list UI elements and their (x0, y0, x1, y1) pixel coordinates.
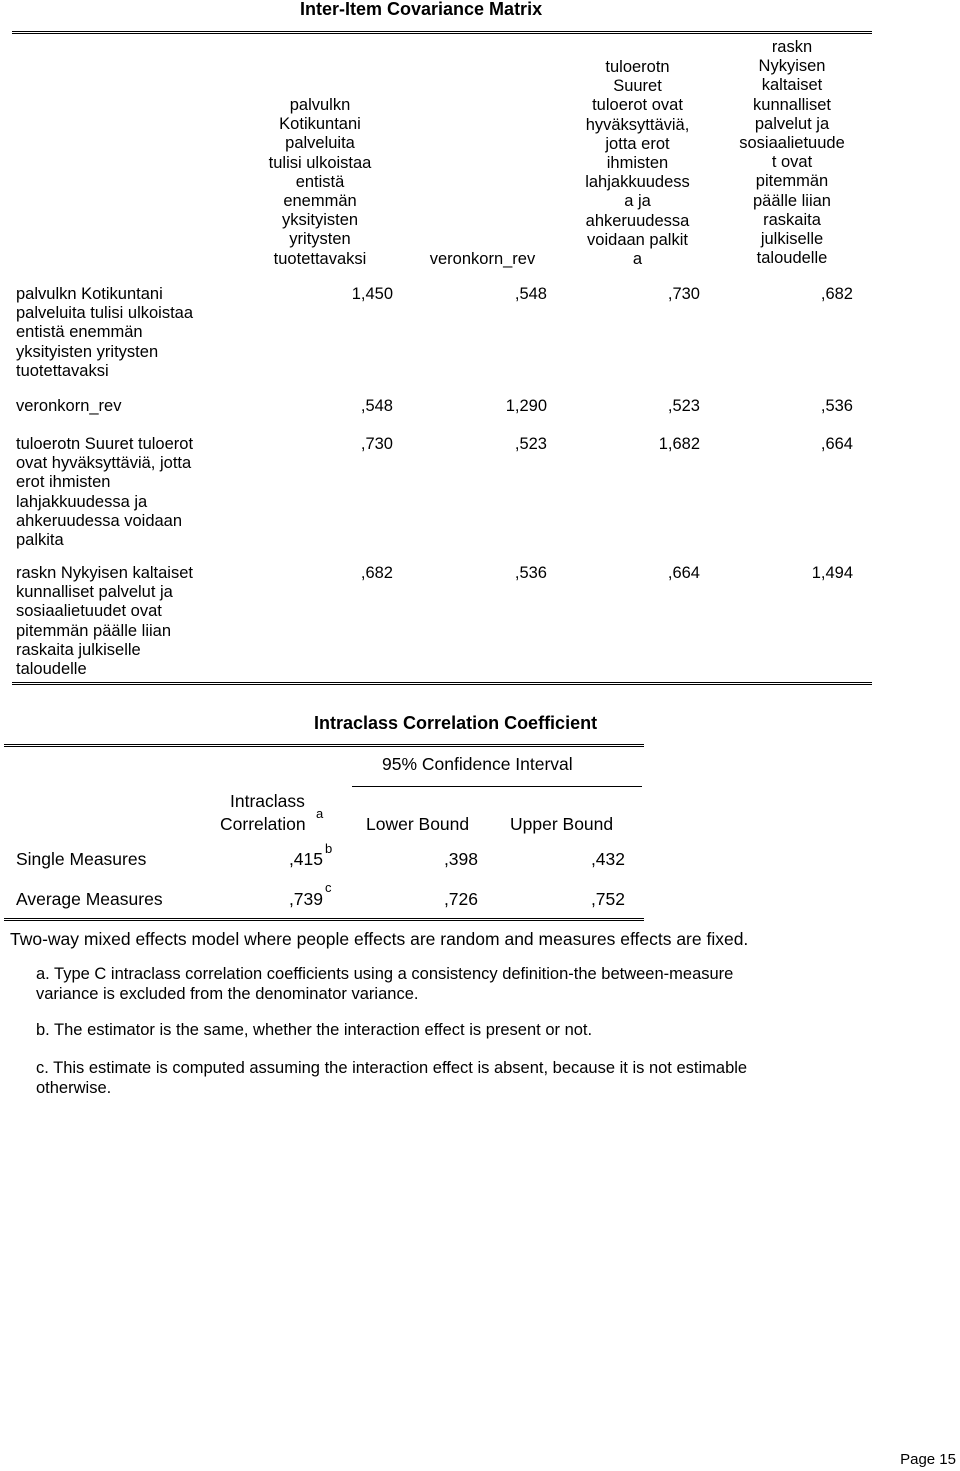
icc-cell: ,752 (590, 889, 625, 909)
footnote-a: a. Type C intraclass correlation coefficients using a consistency definition-the between-measure variance is excluded from the denominator variance. (36, 965, 734, 1003)
icc-ci-underline (352, 786, 642, 787)
icc-cell: ,726 (443, 889, 478, 909)
cov-cell: ,536 (820, 397, 853, 415)
icc-ci-header: 95% Confidence Interval (382, 754, 573, 774)
icc-footnote-mark: c (325, 880, 332, 895)
icc-col-header-footnote-mark: a (316, 806, 324, 821)
icc-col-header-line2: Correlation (220, 814, 306, 834)
icc-row-label-single: Single Measures (16, 849, 147, 869)
covariance-table-top-rule (12, 31, 872, 34)
cov-cell: 1,450 (351, 285, 393, 303)
cov-column-header-tuloerotn: tuloerotn Suuret tuloerot ovat hyväksyttäviä, jotta erot ihmisten lahjakkuudess a ja ahkeruudessa voidaan palkit a (585, 58, 690, 269)
icc-cell: ,415 (288, 849, 323, 869)
cov-row-label-raskn: raskn Nykyisen kaltaiset kunnalliset palvelut ja sosiaalietuudet ovat pitemmän päälle liian raskaita julkiselle taloudelle (16, 564, 193, 679)
icc-col-header-lower: Lower Bound (366, 814, 470, 834)
cov-column-header-raskn: raskn Nykyisen kaltaiset kunnalliset palvelut ja sosiaalietuude t ovat pitemmän päälle liian raskaita julkiselle taloudelle (739, 38, 845, 268)
cov-cell: 1,682 (658, 435, 700, 453)
icc-table-bottom-rule (4, 918, 644, 921)
cov-column-header-veronkorn: veronkorn_rev (429, 250, 536, 268)
cov-row-label-tuloerotn: tuloerotn Suuret tuloerot ovat hyväksyttäviä, jotta erot ihmisten lahjakkuudessa ja ahkeruudessa voidaan palkita (16, 435, 194, 550)
page-number: Page 15 (900, 1451, 956, 1468)
icc-col-header-line1: Intraclass (230, 791, 305, 811)
covariance-table-bottom-rule (12, 682, 872, 685)
cov-cell: ,536 (514, 564, 547, 582)
cov-cell: ,548 (360, 397, 393, 415)
cov-cell: ,730 (667, 285, 700, 303)
icc-cell: ,739 (288, 889, 323, 909)
cov-cell: ,664 (667, 564, 700, 582)
cov-cell: 1,494 (811, 564, 853, 582)
footnote-b: b. The estimator is the same, whether the interaction effect is present or not. (36, 1021, 593, 1039)
footnote-c: c. This estimate is computed assuming the interaction effect is absent, because it is not estimable otherwise. (36, 1059, 748, 1097)
cov-column-header-palvulkn: palvulkn Kotikuntani palveluita tulisi ulkoistaa entistä enemmän yksityisten yritysten tuotettavaksi (268, 96, 372, 268)
cov-row-label-veronkorn: veronkorn_rev (16, 397, 122, 415)
cov-cell: ,682 (360, 564, 393, 582)
cov-cell: ,548 (514, 285, 547, 303)
icc-table-title: Intraclass Correlation Coefficient (314, 713, 598, 733)
footnote-model: Two-way mixed effects model where people effects are random and measures effects are fixed. (10, 929, 749, 949)
icc-table-top-rule (4, 744, 644, 747)
icc-cell: ,398 (443, 849, 478, 869)
cov-cell: 1,290 (505, 397, 547, 415)
cov-row-label-palvulkn: palvulkn Kotikuntani palveluita tulisi ulkoistaa entistä enemmän yksityisten yritysten tuotettavaksi (16, 285, 194, 380)
cov-cell: ,523 (514, 435, 547, 453)
icc-cell: ,432 (590, 849, 625, 869)
icc-row-label-average: Average Measures (16, 889, 163, 909)
icc-footnote-mark: b (325, 841, 333, 856)
covariance-table-title: Inter-Item Covariance Matrix (300, 0, 543, 19)
icc-col-header-upper: Upper Bound (510, 814, 614, 834)
cov-cell: ,730 (360, 435, 393, 453)
cov-cell: ,682 (820, 285, 853, 303)
cov-cell: ,523 (667, 397, 700, 415)
cov-cell: ,664 (820, 435, 853, 453)
